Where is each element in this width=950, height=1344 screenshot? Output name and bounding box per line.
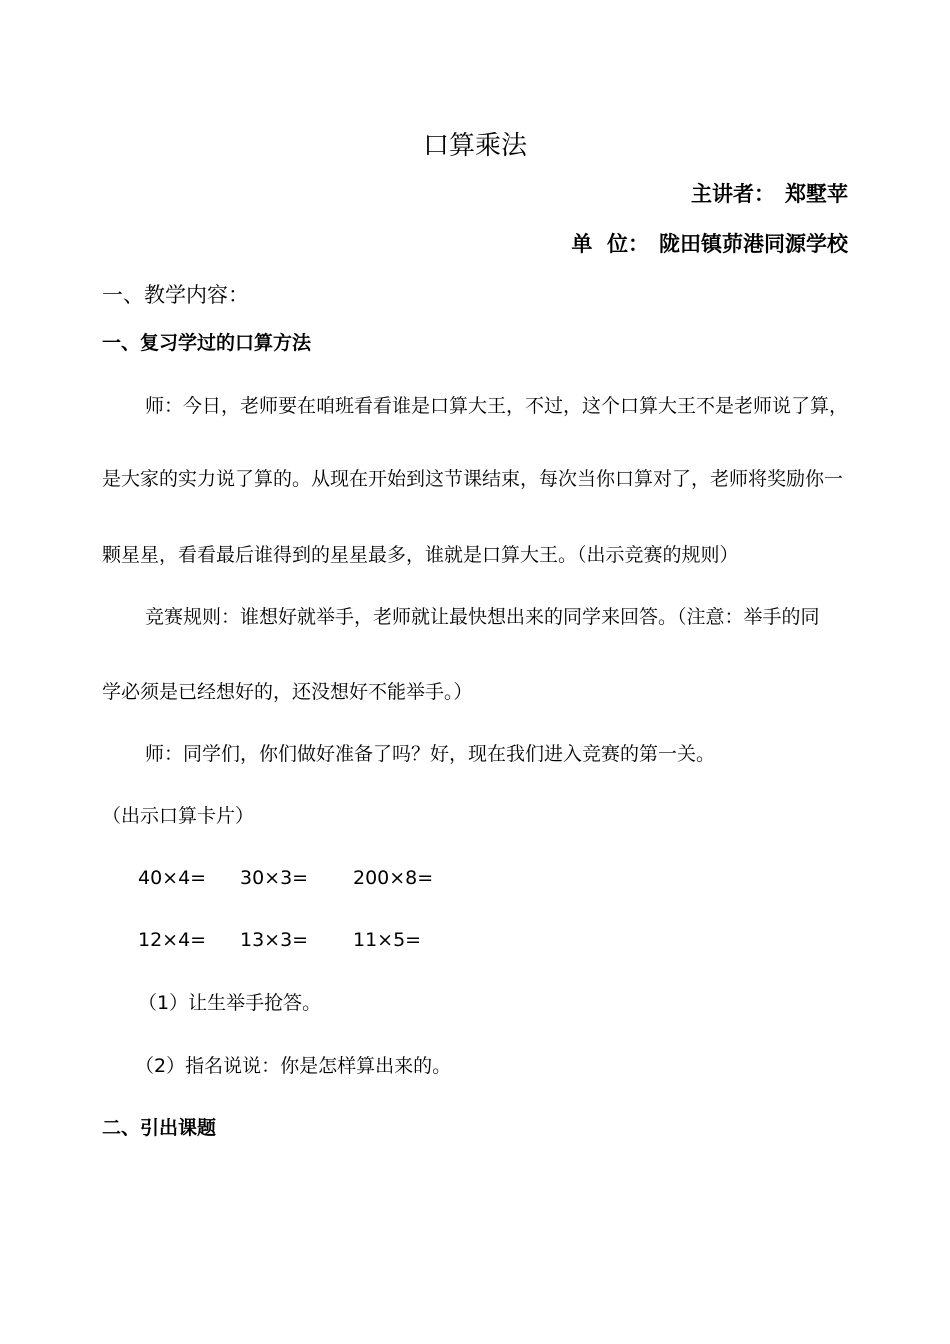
paragraph-2-line-1: 竞赛规则：谁想好就举手，老师就让最快想出来的同学来回答。（注意：举手的同: [145, 606, 820, 628]
card-item: 30×3=: [240, 867, 309, 889]
unit-line: [571, 230, 848, 258]
step-2: （2）指名说说：你是怎样算出来的。: [135, 1055, 452, 1077]
unit-label: 单 位：: [571, 232, 649, 256]
card-item: 40×4=: [138, 867, 207, 889]
paragraph-3-line-2: （出示口算卡片）: [102, 805, 255, 827]
paragraph-1-line-1: 师：今日，老师要在咱班看看谁是口算大王，不过，这个口算大王不是老师说了算，: [145, 395, 849, 417]
paragraph-3-line-1: 师：同学们，你们做好准备了吗？好，现在我们进入竞赛的第一关。: [145, 743, 716, 765]
speaker-label: 主讲者：: [691, 182, 775, 206]
paragraph-2-line-2: 学必须是已经想好的，还没想好不能举手。）: [102, 681, 473, 703]
document-title: 口算乘法: [422, 131, 527, 161]
speaker-line: [691, 180, 848, 208]
unit-name: 陇田镇茆港同源学校: [659, 232, 848, 256]
card-item: 13×3=: [240, 929, 309, 951]
section-heading-teaching-content: 一、教学内容：: [102, 283, 249, 307]
card-item: 12×4=: [138, 929, 207, 951]
card-item: 200×8=: [353, 867, 434, 889]
card-item: 11×5=: [353, 929, 422, 951]
step-1: （1）让生举手抢答。: [138, 992, 322, 1014]
subheading-review: 一、复习学过的口算方法: [102, 332, 312, 354]
paragraph-1-line-3: 颗星星，看看最后谁得到的星星最多，谁就是口算大王。（出示竞赛的规则）: [102, 544, 739, 566]
subheading-introduce-topic: 二、引出课题: [102, 1117, 217, 1139]
speaker-name: 郑墅苹: [785, 182, 848, 206]
paragraph-1-line-2: 是大家的实力说了算的。从现在开始到这节课结束，每次当你口算对了，老师将奖励你一: [102, 468, 844, 490]
